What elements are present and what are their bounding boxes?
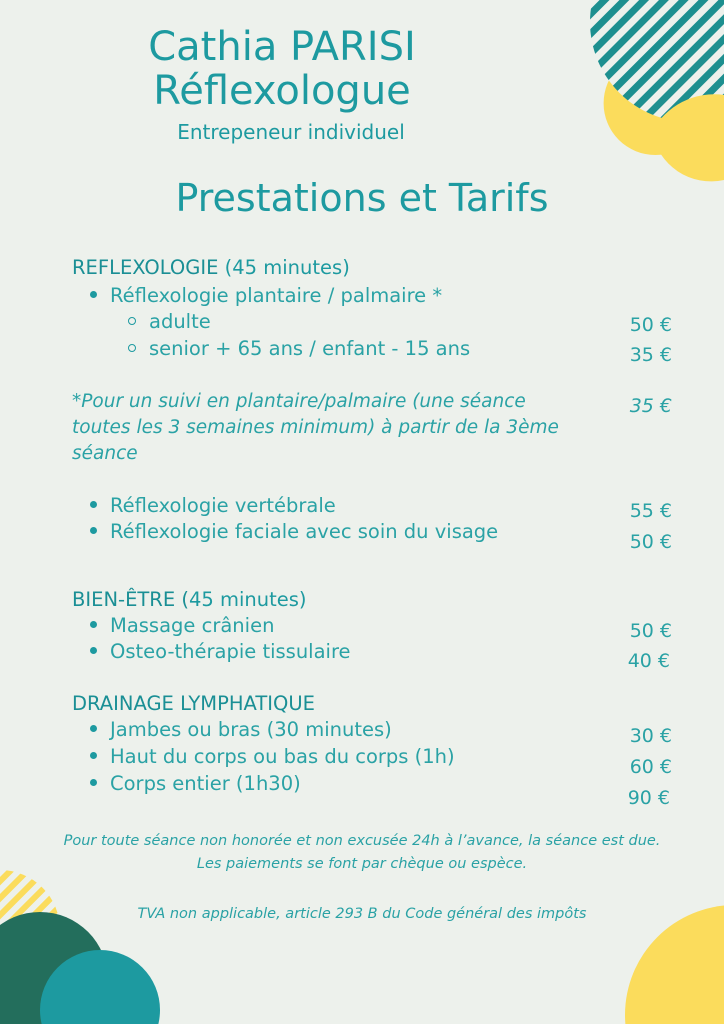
section-title: BIEN-ÊTRE ( [72,588,189,611]
item-label: adulte [149,310,211,333]
price: 50 € [629,620,672,642]
decorative-circles-bottom-left [0,860,170,1024]
item-label: Corps entier (1h30) [110,772,301,795]
item-label: Réflexologie faciale avec soin du visage [110,520,499,543]
circle-bullet-icon [128,344,136,352]
price: 30 € [629,725,672,747]
section-duration: (45 minutes) [224,256,350,279]
circle-bullet-icon [128,317,136,325]
bullet-icon [90,752,97,759]
bullet-icon [90,621,97,628]
list-item [90,284,442,307]
section-duration: 45 minutes) [188,588,307,611]
section-heading-reflexologie [72,256,350,279]
legal-status: Entrepeneur individuel [177,120,405,144]
item-label: Jambes ou bras (30 minutes) [110,718,392,741]
follow-up-note: *Pour un suivi en plantaire/palmaire (une séance toutes les 3 semaines minimum) à partir de la 3ème séance [72,391,559,464]
price: 90 € [627,787,670,809]
item-label: Réflexologie vertébrale [110,494,336,517]
section-heading-drainage [72,692,315,715]
item-label: senior + 65 ans / enfant - 15 ans [149,337,471,360]
list-item [90,745,455,768]
section-heading-bien-etre [72,588,307,611]
practitioner-name: Cathia PARISI [148,24,416,70]
list-item [90,520,498,543]
price: 35 € [629,344,672,366]
list-item [90,718,392,741]
price: 60 € [629,756,672,778]
section-title: DRAINAGE LYMPHATIQUE [72,692,315,715]
cancellation-policy: Pour toute séance non honorée et non excusée 24h à l’avance, la séance est due. [63,833,661,849]
list-subitem [128,310,211,333]
price: 40 € [627,650,670,672]
list-item [90,614,274,637]
bullet-icon [90,501,97,508]
list-item [90,772,301,795]
vat-notice: TVA non applicable, article 293 B du Code général des impôts [137,906,587,922]
item-label: Osteo-thérapie tissulaire [110,640,351,663]
item-label: Massage crânien [110,614,275,637]
bullet-icon [90,291,97,298]
bullet-icon [90,647,97,654]
price: 50 € [629,314,672,336]
bullet-icon [90,725,97,732]
page-title: Prestations et Tarifs [175,176,549,220]
item-label: Haut du corps ou bas du corps (1h) [110,745,455,768]
price: 55 € [629,500,672,522]
bullet-icon [90,527,97,534]
list-item [90,494,336,517]
price: 50 € [629,531,672,553]
practitioner-profession: Réflexologue [153,68,411,114]
list-item [90,640,351,663]
section-title: REFLEXOLOGIE [72,256,219,279]
list-subitem [128,337,470,360]
item-label: Réflexologie plantaire / palmaire * [110,284,443,307]
payment-info: Les paiements se font par chèque ou espèce. [196,856,528,872]
bullet-icon [90,779,97,786]
price: 35 € [629,395,672,417]
